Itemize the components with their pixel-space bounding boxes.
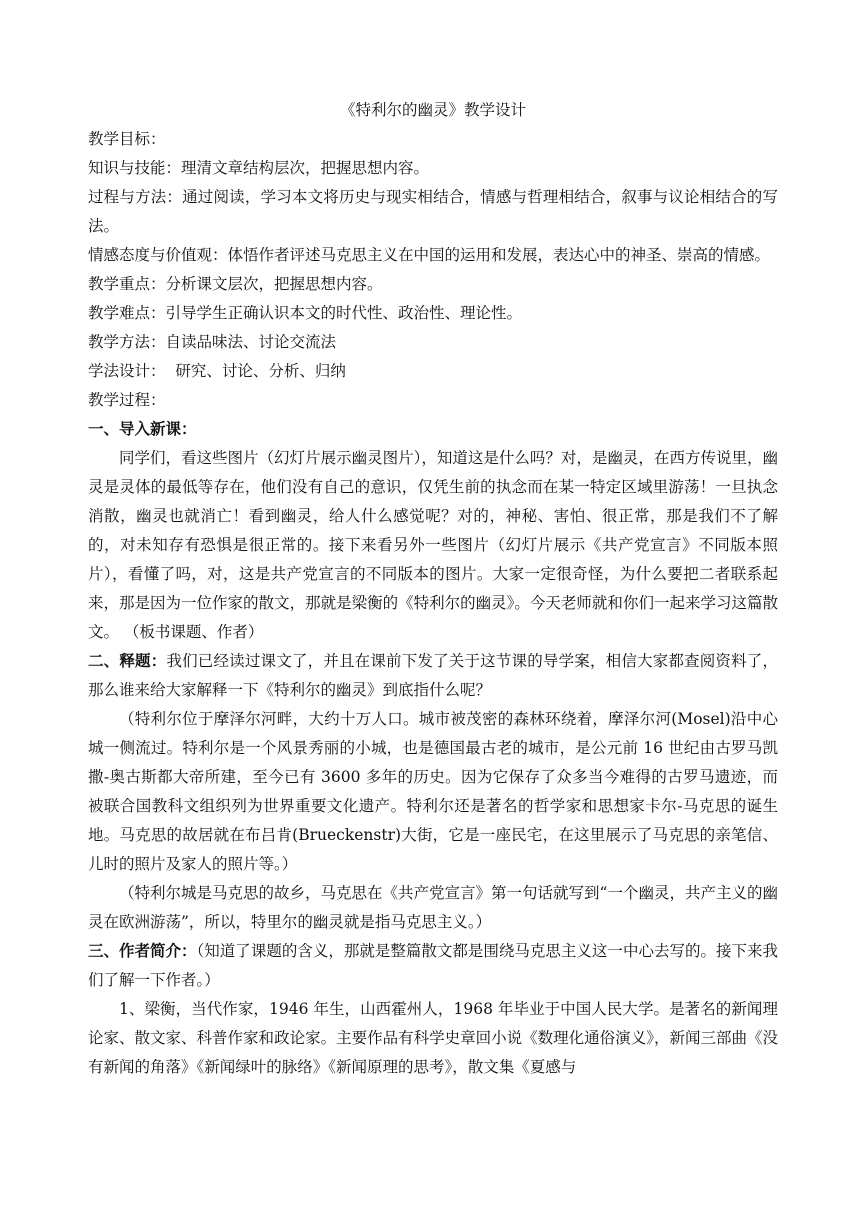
- section2-note-trier: （特利尔位于摩泽尔河畔，大约十万人口。城市被茂密的森林环绕着，摩泽尔河(Mosel)沿中心城一侧流过。特利尔是一个风景秀丽的小城，也是德国最古老的城市，是公元前 16 世纪由古罗马凯撒-奥古斯都大帝所建，至今已有 3600 多年的历史。因为它保存了众多当今难得的古罗马遗迹，而被联合国教科文组织列为世界重要文化遗产。特利尔还是著名的哲学家和思想家卡尔-马克思的诞生地。马克思的故居就在布吕肯(Brueckenstr)大街，它是一座民宅，在这里展示了马克思的亲笔信、儿时的照片及家人的照片等。）: [88, 710, 778, 873]
- study-design: 学法设计： 研究、讨论、分析、归纳: [88, 362, 346, 380]
- section3-text: （知道了课题的含义，那就是整篇散文都是围绕马克思主义这一中心去写的。接下来我们了解一下作者。）: [88, 942, 778, 989]
- objective-knowledge: 知识与技能：理清文章结构层次，把握思想内容。: [88, 159, 430, 177]
- section1-text-d: 幽灵，给人什么感觉呢？对的，神秘、害怕、很正常，那是: [280, 507, 699, 525]
- difficult-point: 教学难点：引导学生正确认识本文的时代性、政治性、理论性。: [88, 304, 523, 322]
- section1-text-g: （幻灯片展示《共产党宣言》不同版本照片），看懂了吗，对，这是共产党宣言的不同版本的图片。: [88, 536, 778, 583]
- section2-text-c: 释一下《特利尔的幽灵》到底指什么呢？: [212, 681, 492, 699]
- section1-text-e: 我们不了解的，: [88, 507, 778, 554]
- objective-emotion: 情感态度与价值观：体悟作者评述马克思主义在中国的运用和发展，表达心中的神圣、崇高的情感。: [88, 246, 771, 264]
- teaching-method: 教学方法：自读品味法、讨论交流法: [88, 333, 337, 351]
- document-page: [88, 96, 778, 1082]
- section1-text-c: 看到: [248, 507, 281, 525]
- section1-text-h: 大家一定很奇怪，为什么要把二者联系起来，那是因为一位作家的散文，那就是梁衡的《特利尔的幽灵》。今天老师就和你们一起来学习这篇散文。 （板书课题、作者）: [88, 565, 778, 641]
- section1-text-f: 对未知存有恐惧是很正常的。接下来看另外一些图片: [120, 536, 490, 554]
- section2-paragraph: [88, 647, 778, 705]
- document-title: 《特利尔的幽灵》教学设计: [339, 101, 526, 119]
- section2-text-a: 我们已经读过课文了，并且: [166, 652, 355, 670]
- section3-paragraph: [88, 937, 778, 995]
- section2-text-b: 在课前下发了关于这节课的导学案，相信大家都查阅资料了，那么谁来给大家解: [88, 652, 778, 699]
- key-point: 教学重点：分析课文层次，把握思想内容。: [88, 275, 383, 293]
- section2-note-meaning: （特利尔城是马克思的故乡，马克思在《共产党宣言》第一句话就写到“一个幽灵，共产主义的幽灵在欧洲游荡”，所以，特里尔的幽灵就是指马克思主义。）: [88, 884, 778, 931]
- objective-process: 过程与方法：通过阅读，学习本文将历史与现实相结合，情感与哲理相结合，叙事与议论相结合的写法。: [88, 188, 778, 235]
- section3-heading: 三、作者简介：: [88, 942, 197, 960]
- section1-text-a: 同学们，看这些图片（幻灯片展示幽灵图片），知道这是什么吗？对，是幽灵，在西方传说里，: [119, 449, 763, 467]
- section2-heading: 二、释题：: [88, 652, 167, 670]
- section1-paragraph: [88, 444, 778, 647]
- process-heading: 教学过程：: [88, 391, 166, 409]
- objectives-heading: 教学目标：: [88, 130, 166, 148]
- author-paragraph: 1、梁衡，当代作家，1946 年生，山西霍州人，1968 年毕业于中国人民大学。是著名的新闻理论家、散文家、科普作家和政论家。主要作品有科学史章回小说《数理化通俗演义》，新闻三部曲《没有新闻的角落》《新闻绿叶的脉络》《新闻原理的思考》，散文集《夏感与: [88, 1000, 778, 1076]
- section1-text-b: 幽灵是灵体的最低等存在，他们没有自己的意识，仅凭生前的执念而在某一特定区域里游荡！一旦执念消散，幽灵也就消亡！: [88, 449, 778, 525]
- section1-heading: 一、导入新课：: [88, 420, 197, 438]
